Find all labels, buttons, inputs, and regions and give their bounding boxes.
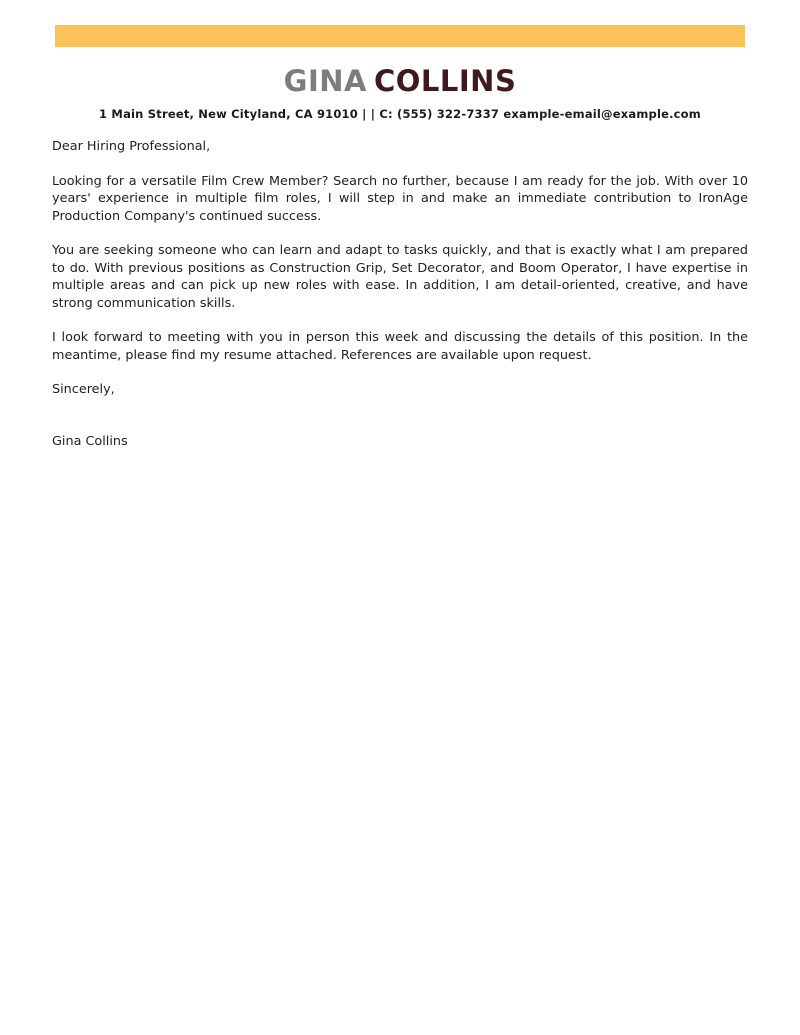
paragraph-1: Looking for a versatile Film Crew Member? Search no further, because I am ready for the job. With over 10 years' experience in multiple film roles, I will step in and make an immediate contribution to IronAge Production Company's continued success. [52, 173, 748, 224]
paragraph-2: You are seeking someone who can learn and adapt to tasks quickly, and that is exactly what I am prepared to do. With previous positions as Construction Grip, Set Decorator, and Boom Operator, I have expertise in multiple areas and can pick up new roles with ease. In addition, I am detail-oriented, creative, and have strong communication skills. [52, 243, 748, 311]
candidate-first-name: GINA [283, 64, 367, 98]
header-accent-bar [55, 25, 745, 47]
letter-body [52, 138, 748, 450]
contact-line: 1 Main Street, New Cityland, CA 91010 | | C: (555) 322-7337 example-email@example.com [99, 106, 701, 121]
closing: Sincerely, [52, 382, 115, 398]
paragraph-3: I look forward to meeting with you in person this week and discussing the details of this position. In the meantime, please find my resume attached. References are available upon request. [52, 330, 748, 363]
signature-name: Gina Collins [52, 433, 128, 449]
candidate-name [0, 66, 800, 98]
salutation: Dear Hiring Professional, [52, 139, 211, 154]
letter-header [0, 66, 800, 121]
candidate-last-name: COLLINS [373, 64, 517, 98]
